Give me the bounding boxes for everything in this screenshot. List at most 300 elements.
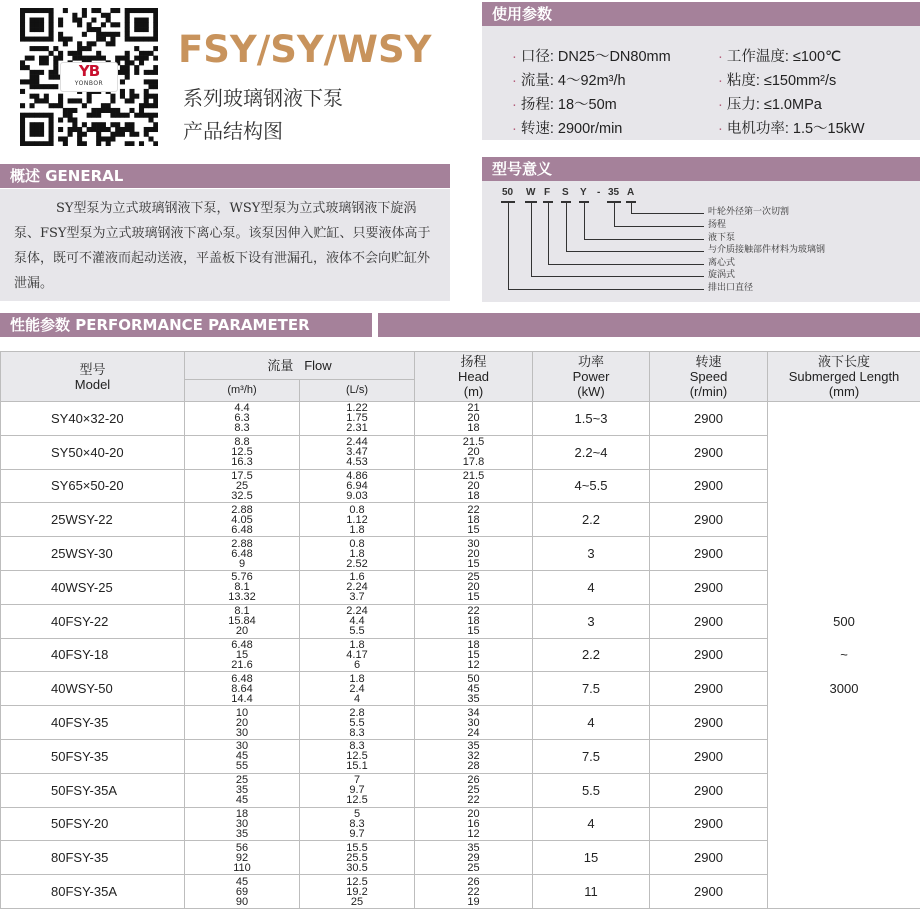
col-flow-m3h: (m³/h) bbox=[185, 380, 300, 402]
cell-value: 69 bbox=[235, 885, 249, 898]
cell-value: 15 bbox=[235, 648, 249, 661]
cell-model: 40FSY-22 bbox=[1, 604, 185, 638]
table-row bbox=[1, 402, 920, 436]
table-row bbox=[1, 739, 920, 773]
meaning-label: 液下泵 bbox=[708, 233, 736, 243]
cell-speed: 2900 bbox=[650, 402, 768, 436]
cell-value: 30 bbox=[235, 817, 249, 830]
cell-value: 25 bbox=[235, 479, 249, 492]
usage-item-label: 转速: bbox=[520, 121, 554, 137]
col-power-unit: (kW) bbox=[577, 384, 605, 399]
cell-value: 56 bbox=[235, 841, 249, 854]
meaning-label: 与介质接触部件材料为玻璃钢 bbox=[708, 245, 826, 255]
cell-value: 2.4 bbox=[349, 682, 365, 695]
cell-value: 20 bbox=[467, 412, 480, 425]
table-row bbox=[1, 503, 920, 537]
cell-flow-m3h bbox=[185, 773, 300, 807]
cell-flow-m3h bbox=[185, 807, 300, 841]
cell-flow-m3h bbox=[185, 402, 300, 436]
cell-value: 26 bbox=[467, 875, 480, 888]
cell-value: 25 bbox=[350, 895, 364, 908]
cell-power: 15 bbox=[533, 841, 650, 875]
col-flow-ls: (L/s) bbox=[300, 380, 415, 402]
cell-value: 6.3 bbox=[234, 412, 250, 425]
cell-speed: 2900 bbox=[650, 773, 768, 807]
usage-item-flow bbox=[512, 69, 626, 90]
table-row bbox=[1, 604, 920, 638]
cell-value: 28 bbox=[467, 760, 480, 773]
cell-submerged bbox=[768, 570, 920, 604]
cell-head bbox=[415, 469, 533, 503]
cell-model: 40FSY-18 bbox=[1, 638, 185, 672]
cell-value: 15.1 bbox=[346, 760, 368, 773]
general-heading-text: 概述 GENERAL bbox=[10, 167, 124, 185]
cell-speed: 2900 bbox=[650, 739, 768, 773]
cell-value: 35 bbox=[235, 827, 249, 840]
cell-value: 25 bbox=[467, 784, 480, 797]
cell-value: 8.1 bbox=[234, 605, 250, 618]
col-speed-en: Speed bbox=[689, 369, 728, 384]
usage-item-work-temp bbox=[718, 45, 841, 66]
cell-value: 18 bbox=[467, 638, 480, 651]
usage-item-value: ≤100℃ bbox=[792, 49, 842, 65]
cell-value: 12.5 bbox=[346, 875, 368, 888]
bullet-icon: · bbox=[718, 73, 723, 89]
cell-speed: 2900 bbox=[650, 807, 768, 841]
cell-value: 19 bbox=[467, 895, 480, 908]
cell-value: 35 bbox=[467, 740, 480, 753]
cell-flow-m3h bbox=[185, 672, 300, 706]
bullet-icon: · bbox=[718, 97, 723, 113]
cell-value: 50 bbox=[467, 672, 480, 685]
meaning-label: 排出口直径 bbox=[708, 283, 754, 293]
cell-speed: 2900 bbox=[650, 604, 768, 638]
cell-value: 10 bbox=[235, 706, 249, 719]
cell-model: 50FSY-35A bbox=[1, 773, 185, 807]
cell-model: 40WSY-25 bbox=[1, 570, 185, 604]
usage-item-value: 1.5～15kW bbox=[792, 121, 865, 137]
cell-value: 29 bbox=[467, 851, 480, 864]
col-flow-en: Flow bbox=[304, 358, 332, 373]
table-row bbox=[1, 672, 920, 706]
leader-line bbox=[548, 203, 549, 265]
cell-value: 20 bbox=[467, 581, 480, 594]
col-head bbox=[415, 352, 533, 402]
table-row bbox=[1, 570, 920, 604]
cell-value: 1.8 bbox=[349, 523, 365, 536]
col-head-unit: (m) bbox=[463, 384, 484, 399]
usage-item-value: ≤150mm²/s bbox=[763, 73, 837, 89]
cell-value: 0.8 bbox=[349, 503, 365, 516]
col-sub-cn: 液下长度 bbox=[817, 354, 870, 369]
cell-value: 2.24 bbox=[346, 605, 368, 618]
usage-item-label: 流量: bbox=[520, 73, 554, 89]
usage-item-pressure bbox=[718, 93, 822, 114]
cell-flow-m3h bbox=[185, 638, 300, 672]
leader-line bbox=[631, 213, 704, 214]
model-code-char: S bbox=[562, 187, 569, 198]
cell-flow-m3h bbox=[185, 503, 300, 537]
col-head-en: Head bbox=[457, 369, 490, 384]
cell-value: 30 bbox=[467, 716, 480, 729]
cell-value: 12.5 bbox=[231, 446, 253, 459]
cell-value: 12.5 bbox=[346, 794, 368, 807]
cell-value: 6.48 bbox=[231, 638, 253, 651]
leader-line bbox=[614, 203, 615, 227]
cell-value: 21 bbox=[467, 402, 480, 415]
cell-model: 80FSY-35A bbox=[1, 875, 185, 909]
col-power-en: Power bbox=[572, 369, 610, 384]
usage-item-speed bbox=[512, 117, 622, 138]
cell-flow-ls bbox=[300, 638, 415, 672]
usage-item-caliber bbox=[512, 45, 671, 66]
cell-value: 4 bbox=[353, 692, 361, 705]
cell-speed: 2900 bbox=[650, 672, 768, 706]
cell-value: 18 bbox=[467, 513, 480, 526]
cell-value: 16.3 bbox=[231, 456, 253, 469]
cell-value: 6.48 bbox=[231, 523, 253, 536]
model-code-char: Y bbox=[580, 187, 587, 198]
cell-value: 4.05 bbox=[231, 513, 253, 526]
cell-value: 3.7 bbox=[349, 591, 365, 604]
cell-value: 4.53 bbox=[346, 456, 368, 469]
cell-value: 1.8 bbox=[349, 638, 365, 651]
cell-submerged bbox=[768, 503, 920, 537]
meaning-label: 离心式 bbox=[708, 258, 736, 268]
cell-value: 6.94 bbox=[346, 479, 368, 492]
leader-line bbox=[566, 203, 567, 252]
meaning-label: 旋涡式 bbox=[708, 270, 736, 280]
cell-value: 20 bbox=[235, 716, 249, 729]
col-sub-en: Submerged Length bbox=[788, 369, 900, 384]
cell-value: 8.8 bbox=[234, 436, 250, 449]
submerged-length-sep: ~ bbox=[768, 638, 920, 672]
cell-head bbox=[415, 537, 533, 571]
usage-item-label: 压力: bbox=[726, 97, 760, 113]
usage-item-value: 4～92m³/h bbox=[557, 73, 626, 89]
cell-value: 4.86 bbox=[346, 469, 368, 482]
cell-flow-m3h bbox=[185, 706, 300, 740]
cell-flow-ls bbox=[300, 773, 415, 807]
cell-speed: 2900 bbox=[650, 638, 768, 672]
cell-submerged bbox=[768, 435, 920, 469]
cell-model: 40WSY-50 bbox=[1, 672, 185, 706]
cell-value: 18 bbox=[467, 615, 480, 628]
col-sub-unit: (mm) bbox=[828, 384, 860, 399]
cell-value: 22 bbox=[467, 885, 480, 898]
cell-value: 2.88 bbox=[231, 503, 253, 516]
cell-value: 21.5 bbox=[462, 469, 485, 482]
cell-power: 4 bbox=[533, 807, 650, 841]
col-power-cn: 功率 bbox=[577, 354, 604, 369]
cell-value: 32.5 bbox=[231, 489, 253, 502]
cell-submerged bbox=[768, 773, 920, 807]
cell-submerged bbox=[768, 537, 920, 571]
cell-submerged bbox=[768, 807, 920, 841]
cell-value: 3.47 bbox=[346, 446, 368, 459]
cell-flow-m3h bbox=[185, 469, 300, 503]
cell-speed: 2900 bbox=[650, 537, 768, 571]
cell-value: 6.48 bbox=[231, 672, 253, 685]
cell-value: 110 bbox=[233, 861, 251, 874]
table-row bbox=[1, 435, 920, 469]
cell-head bbox=[415, 773, 533, 807]
cell-value: 12 bbox=[467, 658, 480, 671]
table-row bbox=[1, 841, 920, 875]
cell-value: 32 bbox=[467, 750, 480, 763]
cell-value: 19.2 bbox=[346, 885, 368, 898]
leader-line bbox=[531, 276, 704, 277]
cell-value: 26 bbox=[467, 774, 480, 787]
model-code-char: 50 bbox=[502, 187, 514, 198]
brand-logo bbox=[60, 62, 118, 92]
bullet-icon: · bbox=[512, 121, 517, 137]
cell-value: 18 bbox=[235, 807, 249, 820]
table-row bbox=[1, 773, 920, 807]
cell-value: 30 bbox=[235, 740, 249, 753]
table-row bbox=[1, 469, 920, 503]
cell-flow-ls bbox=[300, 875, 415, 909]
usage-item-value: 18～50m bbox=[557, 97, 617, 113]
cell-power: 7.5 bbox=[533, 672, 650, 706]
usage-item-label: 电机功率: bbox=[726, 121, 789, 137]
cell-value: 8.1 bbox=[234, 581, 250, 594]
leader-line bbox=[508, 203, 509, 290]
cell-value: 92 bbox=[235, 851, 249, 864]
leader-line bbox=[548, 264, 704, 265]
cell-value: 15 bbox=[467, 523, 480, 536]
page-subtitle: 系列玻璃钢液下泵 bbox=[183, 86, 343, 110]
col-flow bbox=[185, 352, 415, 380]
cell-value: 5.5 bbox=[349, 716, 365, 729]
cell-value: 2.24 bbox=[346, 581, 368, 594]
leader-line bbox=[531, 203, 532, 277]
cell-model: 40FSY-35 bbox=[1, 706, 185, 740]
cell-model: 50FSY-20 bbox=[1, 807, 185, 841]
cell-submerged bbox=[768, 469, 920, 503]
usage-item-label: 工作温度: bbox=[726, 49, 789, 65]
table-row bbox=[1, 706, 920, 740]
cell-value: 35 bbox=[235, 784, 249, 797]
cell-model: 25WSY-22 bbox=[1, 503, 185, 537]
table-row bbox=[1, 537, 920, 571]
cell-value: 1.75 bbox=[346, 412, 368, 425]
bullet-icon: · bbox=[512, 97, 517, 113]
model-code-char: - bbox=[597, 187, 601, 198]
cell-head bbox=[415, 503, 533, 537]
cell-value: 8.3 bbox=[349, 817, 365, 830]
col-head-cn: 扬程 bbox=[460, 354, 487, 369]
cell-value: 20 bbox=[467, 479, 480, 492]
cell-value: 25 bbox=[467, 571, 480, 584]
performance-heading-text: 性能参数 PERFORMANCE PARAMETER bbox=[10, 316, 310, 334]
cell-value: 15.84 bbox=[228, 615, 256, 628]
cell-head bbox=[415, 672, 533, 706]
col-power bbox=[533, 352, 650, 402]
cell-flow-m3h bbox=[185, 537, 300, 571]
cell-submerged bbox=[768, 402, 920, 436]
cell-value: 34 bbox=[467, 706, 480, 719]
usage-item-label: 粘度: bbox=[726, 73, 760, 89]
cell-head bbox=[415, 841, 533, 875]
cell-value: 24 bbox=[467, 726, 480, 739]
bullet-icon: · bbox=[512, 49, 517, 65]
usage-heading-text: 使用参数 bbox=[492, 5, 553, 23]
cell-flow-ls bbox=[300, 807, 415, 841]
cell-value: 0.8 bbox=[349, 537, 365, 550]
general-section-heading bbox=[0, 164, 450, 188]
col-speed-cn: 转速 bbox=[695, 354, 722, 369]
cell-value: 9.7 bbox=[349, 827, 365, 840]
cell-value: 30 bbox=[467, 537, 480, 550]
cell-flow-ls bbox=[300, 469, 415, 503]
model-code-char: W bbox=[526, 187, 536, 198]
cell-flow-m3h bbox=[185, 875, 300, 909]
col-flow-cn: 流量 bbox=[267, 358, 294, 373]
cell-value: 13.32 bbox=[228, 591, 256, 604]
cell-value: 8.3 bbox=[349, 726, 365, 739]
cell-flow-ls bbox=[300, 739, 415, 773]
cell-value: 17.8 bbox=[462, 456, 485, 469]
cell-speed: 2900 bbox=[650, 469, 768, 503]
cell-value: 20 bbox=[467, 446, 480, 459]
cell-flow-m3h bbox=[185, 570, 300, 604]
cell-head bbox=[415, 435, 533, 469]
col-model-cn: 型号 bbox=[79, 361, 106, 377]
cell-value: 18 bbox=[467, 489, 480, 502]
page-subtitle-2: 产品结构图 bbox=[183, 119, 283, 143]
cell-head bbox=[415, 604, 533, 638]
cell-power: 2.2~4 bbox=[533, 435, 650, 469]
cell-model: 50FSY-35 bbox=[1, 739, 185, 773]
cell-flow-ls bbox=[300, 570, 415, 604]
cell-power: 4~5.5 bbox=[533, 469, 650, 503]
cell-value: 5 bbox=[353, 807, 361, 820]
bullet-icon: · bbox=[512, 73, 517, 89]
cell-head bbox=[415, 807, 533, 841]
cell-value: 22 bbox=[467, 794, 480, 807]
cell-head bbox=[415, 638, 533, 672]
cell-head bbox=[415, 570, 533, 604]
leader-line bbox=[614, 226, 704, 227]
cell-value: 15 bbox=[467, 557, 480, 570]
cell-submerged bbox=[768, 875, 920, 909]
logo-mark: YB bbox=[78, 62, 100, 80]
cell-value: 4.4 bbox=[349, 615, 365, 628]
model-code-char: F bbox=[544, 187, 551, 198]
cell-value: 1.6 bbox=[349, 571, 365, 584]
cell-value: 30.5 bbox=[346, 861, 368, 874]
cell-head bbox=[415, 739, 533, 773]
meaning-label: 扬程 bbox=[708, 220, 727, 230]
cell-value: 22 bbox=[467, 605, 480, 618]
cell-value: 5.5 bbox=[349, 625, 365, 638]
cell-power: 11 bbox=[533, 875, 650, 909]
table-row bbox=[1, 875, 920, 909]
leader-line bbox=[566, 251, 704, 252]
cell-flow-ls bbox=[300, 537, 415, 571]
logo-text: YONBOR bbox=[74, 80, 104, 87]
leader-line bbox=[508, 289, 704, 290]
model-code-char: 35 bbox=[608, 187, 620, 198]
cell-value: 8.64 bbox=[231, 682, 253, 695]
cell-model: 25WSY-30 bbox=[1, 537, 185, 571]
cell-value: 17.5 bbox=[231, 469, 253, 482]
cell-value: 16 bbox=[467, 817, 480, 830]
cell-power: 4 bbox=[533, 570, 650, 604]
bullet-icon: · bbox=[718, 49, 723, 65]
cell-flow-m3h bbox=[185, 604, 300, 638]
cell-power: 2.2 bbox=[533, 638, 650, 672]
cell-value: 35 bbox=[467, 841, 480, 854]
table-header-row bbox=[1, 352, 920, 380]
cell-value: 20 bbox=[235, 625, 249, 638]
cell-model: SY50×40-20 bbox=[1, 435, 185, 469]
cell-value: 45 bbox=[467, 682, 480, 695]
table-row bbox=[1, 807, 920, 841]
cell-value: 30 bbox=[235, 726, 249, 739]
cell-flow-ls bbox=[300, 706, 415, 740]
cell-speed: 2900 bbox=[650, 706, 768, 740]
cell-value: 21.6 bbox=[231, 658, 253, 671]
cell-value: 9.03 bbox=[346, 489, 368, 502]
cell-value: 35 bbox=[467, 692, 480, 705]
cell-value: 22 bbox=[467, 503, 480, 516]
cell-value: 15 bbox=[467, 648, 480, 661]
cell-head bbox=[415, 875, 533, 909]
performance-table bbox=[0, 351, 920, 909]
cell-flow-m3h bbox=[185, 841, 300, 875]
cell-value: 20 bbox=[467, 547, 480, 560]
cell-value: 12.5 bbox=[346, 750, 368, 763]
cell-value: 6.48 bbox=[231, 547, 253, 560]
cell-power: 4 bbox=[533, 706, 650, 740]
cell-submerged bbox=[768, 841, 920, 875]
performance-section-heading bbox=[0, 313, 920, 337]
cell-value: 2.31 bbox=[346, 422, 368, 435]
cell-value: 25 bbox=[235, 774, 249, 787]
model-code-char: A bbox=[627, 187, 635, 198]
leader-line bbox=[584, 203, 585, 240]
usage-item-label: 扬程: bbox=[520, 97, 554, 113]
cell-head bbox=[415, 706, 533, 740]
cell-value: 15 bbox=[467, 591, 480, 604]
cell-value: 15 bbox=[467, 625, 480, 638]
cell-value: 18 bbox=[467, 422, 480, 435]
cell-speed: 2900 bbox=[650, 435, 768, 469]
table-row bbox=[1, 638, 920, 672]
heading-separator bbox=[372, 313, 378, 337]
usage-item-motor-power bbox=[718, 117, 865, 138]
cell-flow-ls bbox=[300, 435, 415, 469]
cell-value: 25 bbox=[467, 861, 480, 874]
usage-item-value: ≤1.0MPa bbox=[763, 97, 822, 113]
cell-speed: 2900 bbox=[650, 503, 768, 537]
cell-flow-ls bbox=[300, 841, 415, 875]
col-speed bbox=[650, 352, 768, 402]
meaning-label: 叶轮外径第一次切割 bbox=[708, 207, 790, 217]
cell-power: 1.5~3 bbox=[533, 402, 650, 436]
cell-value: 45 bbox=[235, 875, 249, 888]
cell-value: 45 bbox=[235, 750, 249, 763]
cell-value: 8.3 bbox=[234, 422, 250, 435]
usage-item-value: DN25～DN80mm bbox=[557, 49, 671, 65]
cell-value: 2.8 bbox=[349, 706, 365, 719]
cell-power: 3 bbox=[533, 537, 650, 571]
cell-flow-ls bbox=[300, 503, 415, 537]
cell-flow-m3h bbox=[185, 435, 300, 469]
cell-value: 2.52 bbox=[346, 557, 368, 570]
